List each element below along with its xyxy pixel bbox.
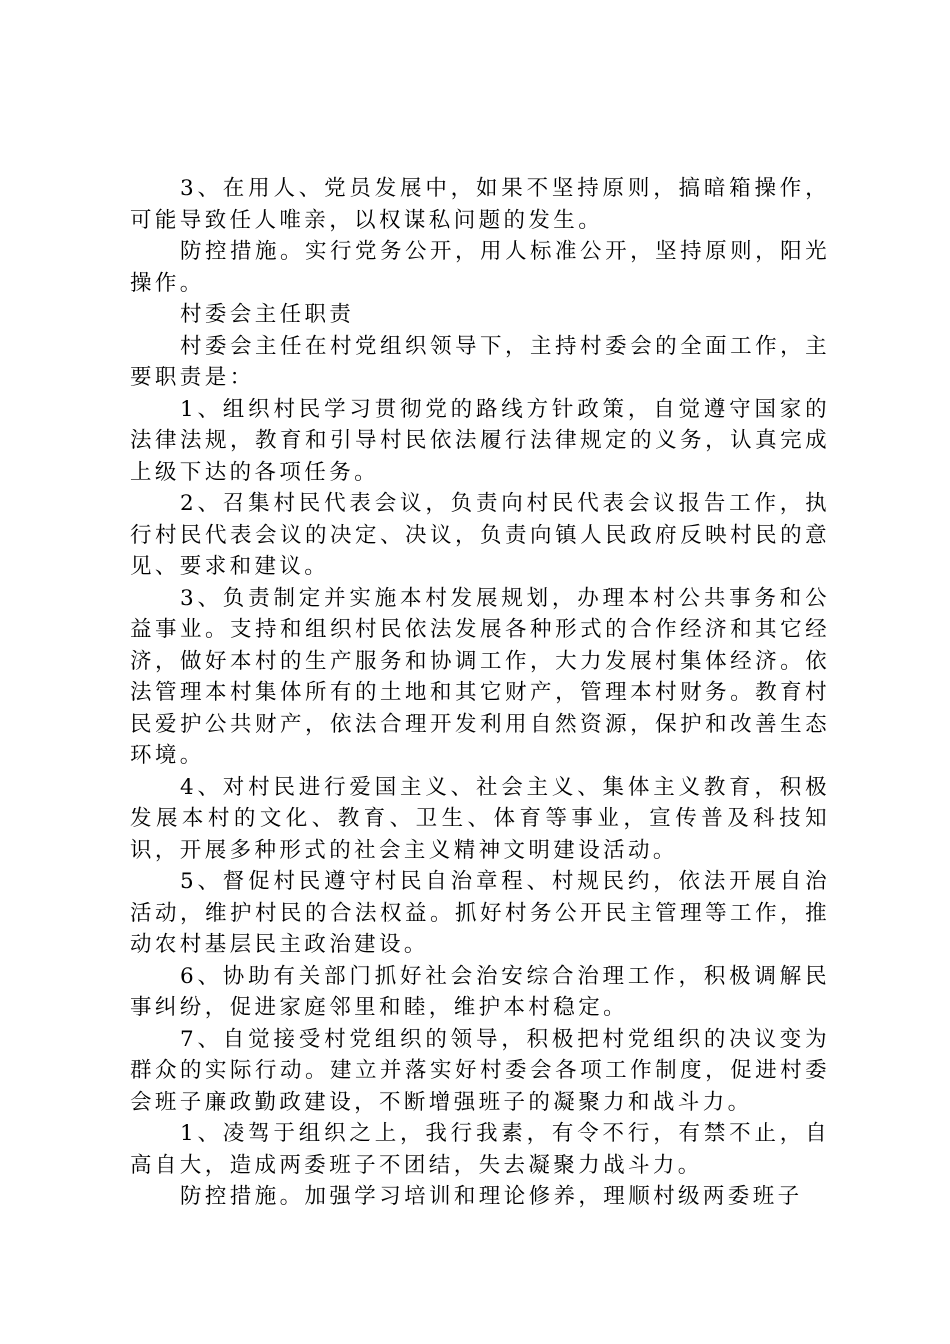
paragraph-duty-6: 6、协助有关部门抓好社会治安综合治理工作，积极调解民事纠纷，促进家庭邻里和睦，维护本村稳定。: [130, 963, 830, 1020]
paragraph-duty-7: 7、自觉接受村党组织的领导，积极把村党组织的决议变为群众的实际行动。建立并落实好村委会各项工作制度，促进村委会班子廉政勤政建设，不断增强班子的凝聚力和战斗力。: [130, 1026, 830, 1115]
document-body: [130, 173, 830, 1213]
paragraph-duty-5: 5、督促村民遵守村民自治章程、村规民约，依法开展自治活动，维护村民的合法权益。抓好村务公开民主管理等工作，推动农村基层民主政治建设。: [130, 869, 830, 957]
paragraph-duty-4: 4、对村民进行爱国主义、社会主义、集体主义教育，积极发展本村的文化、教育、卫生、体育等事业，宣传普及科技知识，开展多种形式的社会主义精神文明建设活动。: [130, 774, 830, 863]
paragraph-director-intro: 村委会主任在村党组织领导下，主持村委会的全面工作，主要职责是：: [130, 333, 830, 390]
paragraph-risk-1-director: 1、凌驾于组织之上，我行我素，有令不行，有禁不止，自高自大，造成两委班子不团结，失去凝聚力战斗力。: [130, 1121, 830, 1178]
section-heading-director-duties: 村委会主任职责: [180, 302, 355, 327]
paragraph-duty-2: 2、召集村民代表会议，负责向村民代表会议报告工作，执行村民代表会议的决定、决议，负责向镇人民政府反映村民的意见、要求和建议。: [130, 491, 830, 579]
paragraph-duty-1: 1、组织村民学习贯彻党的路线方针政策，自觉遵守国家的法律法规，教育和引导村民依法履行法律规定的义务，认真完成上级下达的各项任务。: [130, 396, 830, 485]
paragraph-duty-3: 3、负责制定并实施本村发展规划，办理本村公共事务和公益事业。支持和组织村民依法发展各种形式的合作经济和其它经济，做好本村的生产服务和协调工作，大力发展村集体经济。依法管理本村集体所有的土地和其它财产，管理本村财务。教育村民爱护公共财产，依法合理开发利用自然资源，保护和改善生态环境。: [130, 585, 830, 768]
paragraph-prevention-measures-2: 防控措施。加强学习培训和理论修养，理顺村级两委班子: [180, 1184, 803, 1209]
paragraph-prevention-measures-1: 防控措施。实行党务公开，用人标准公开，坚持原则，阳光操作。: [130, 239, 830, 296]
paragraph-risk-3-personnel: 3、在用人、党员发展中，如果不坚持原则，搞暗箱操作，可能导致任人唯亲，以权谋私问题的发生。: [130, 176, 830, 233]
